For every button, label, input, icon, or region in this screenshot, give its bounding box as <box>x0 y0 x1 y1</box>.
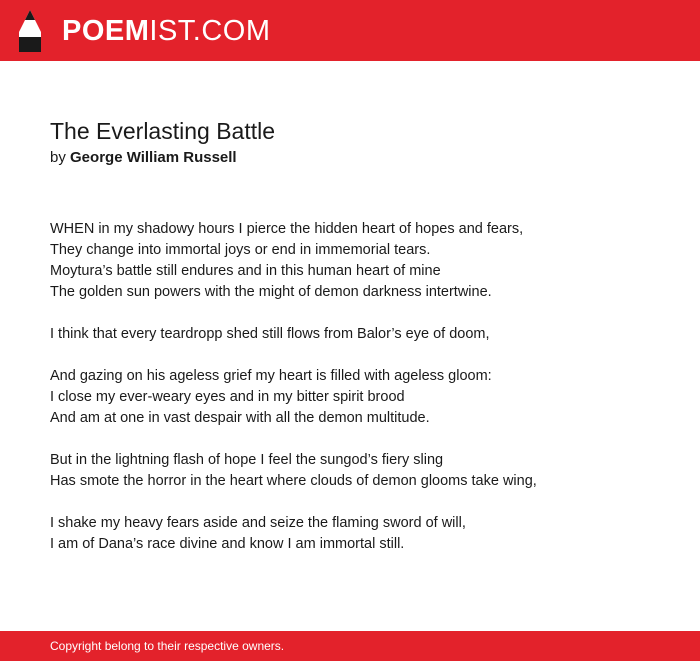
poem-title: The Everlasting Battle <box>50 118 276 144</box>
poem-line: Has smote the horror in the heart where clouds of demon glooms take wing, <box>50 473 537 489</box>
stanza <box>50 366 660 429</box>
site-footer <box>0 631 700 661</box>
poem-body <box>50 219 660 555</box>
pencil-icon[interactable] <box>18 9 42 53</box>
copyright-text: Copyright belong to their respective owners. <box>50 639 285 653</box>
poem-line: But in the lightning flash of hope I feel the sungod’s fiery sling <box>50 452 444 468</box>
stanza <box>50 324 660 345</box>
stanza <box>50 219 660 303</box>
by-prefix: by <box>50 149 66 166</box>
poem-line: I am of Dana’s race divine and know I am immortal still. <box>50 536 405 552</box>
poem-line: WHEN in my shadowy hours I pierce the hidden heart of hopes and fears, <box>50 221 524 237</box>
poem-line: And gazing on his ageless grief my heart is filled with ageless gloom: <box>50 368 492 384</box>
poem-line: The golden sun powers with the might of demon darkness intertwine. <box>50 284 492 300</box>
byline <box>50 147 660 169</box>
site-header <box>0 0 700 61</box>
logo-light-text: IST.COM <box>149 15 271 47</box>
author-name: George William Russell <box>70 149 237 166</box>
poem-line: They change into immortal joys or end in immemorial tears. <box>50 242 431 258</box>
site-logo[interactable] <box>62 14 271 48</box>
poem-line: And am at one in vast despair with all the demon multitude. <box>50 410 430 426</box>
poem-line: I close my ever-weary eyes and in my bitter spirit brood <box>50 389 405 405</box>
stanza <box>50 450 660 492</box>
stanza <box>50 513 660 555</box>
poem-line: Moytura’s battle still endures and in this human heart of mine <box>50 263 441 279</box>
poem-line: I shake my heavy fears aside and seize the flaming sword of will, <box>50 515 466 531</box>
logo-bold-text: POEM <box>62 15 150 47</box>
poem-article <box>50 116 660 576</box>
poem-line: I think that every teardropp shed still flows from Balor’s eye of doom, <box>50 326 490 342</box>
